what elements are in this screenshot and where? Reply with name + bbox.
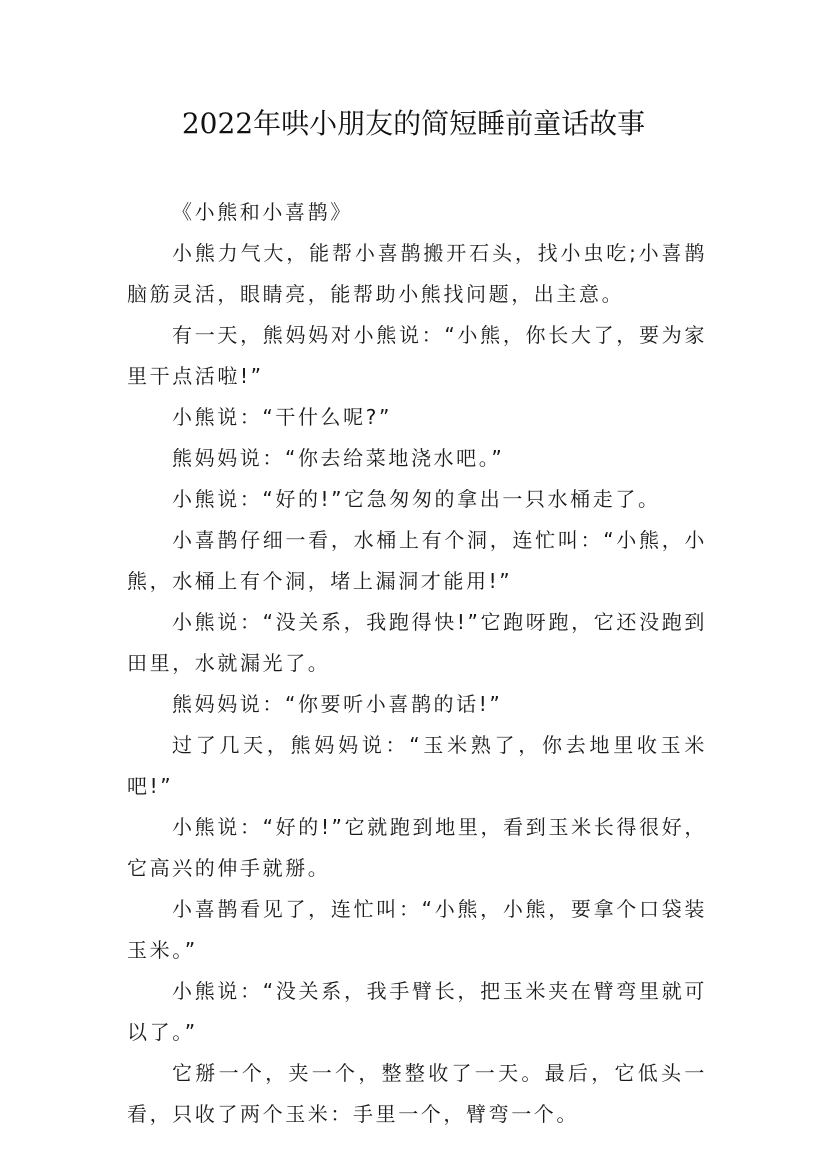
document-body (127, 192, 707, 1135)
paragraph: 小熊说：“没关系，我手臂长，把玉米夹在臂弯里就可以了。” (127, 979, 707, 1044)
paragraph: 熊妈妈说：“你要听小喜鹊的话!” (172, 692, 503, 716)
paragraph: 小喜鹊看见了，连忙叫：“小熊，小熊，要拿个口袋装玉米。” (127, 897, 707, 962)
paragraph: 小熊力气大，能帮小喜鹊搬开石头，找小虫吃;小喜鹊脑筋灵活，眼睛亮，能帮助小熊找问题，出主意。 (127, 241, 707, 306)
paragraph: 小熊说：“好的!”它急匆匆的拿出一只水桶走了。 (172, 487, 661, 511)
paragraph: 小喜鹊仔细一看，水桶上有个洞，连忙叫：“小熊，小熊，水桶上有个洞，堵上漏洞才能用!” (127, 528, 707, 593)
paragraph: 过了几天，熊妈妈说：“玉米熟了，你去地里收玉米吧!” (127, 733, 707, 798)
paragraph: 《小熊和小喜鹊》 (172, 200, 353, 224)
paragraph: 熊妈妈说：“你去给菜地浇水吧。” (172, 446, 505, 470)
document-title: 2022年哄小朋友的简短睡前童话故事 (181, 107, 646, 140)
paragraph: 小熊说：“好的!”它就跑到地里，看到玉米长得很好，它高兴的伸手就掰。 (127, 815, 707, 880)
paragraph: 有一天，熊妈妈对小熊说：“小熊，你长大了，要为家里干点活啦!” (127, 323, 707, 388)
paragraph: 它掰一个，夹一个，整整收了一天。最后，它低头一看，只收了两个玉米：手里一个，臂弯一个。 (127, 1061, 707, 1126)
paragraph: 小熊说：“没关系，我跑得快!”它跑呀跑，它还没跑到田里，水就漏光了。 (127, 610, 707, 675)
paragraph: 小熊说：“干什么呢?” (172, 405, 392, 429)
